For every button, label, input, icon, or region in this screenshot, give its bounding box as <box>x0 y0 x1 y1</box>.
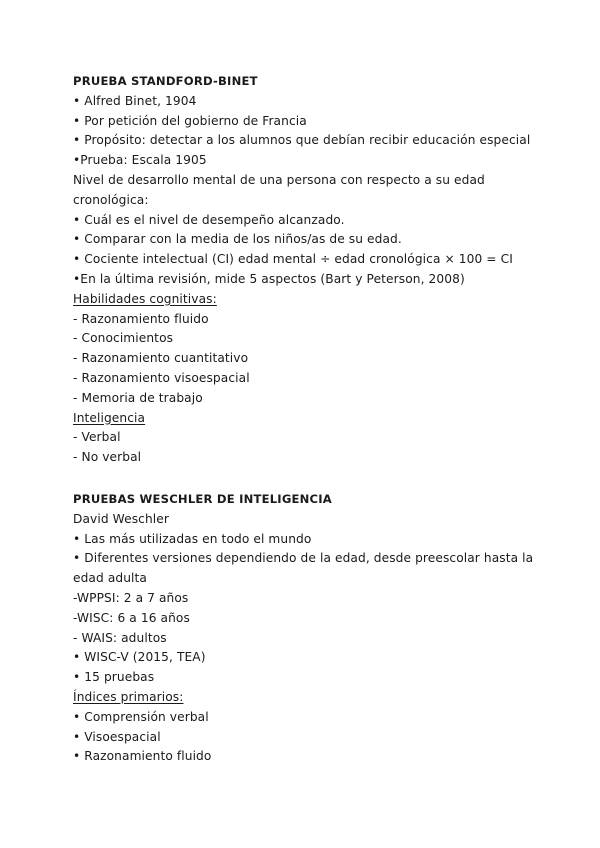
text-line: - No verbal <box>73 450 142 465</box>
text-line: • Cociente intelectual (CI) edad mental ÷ edad cronológica × 100 = CI <box>73 252 513 267</box>
section-weschler <box>73 490 533 767</box>
text-line: • Comparar con la media de los niños/as de su edad. <box>73 232 402 247</box>
text-line: -WISC: 6 a 16 años <box>73 610 190 625</box>
text-line: - Razonamiento fluido <box>73 311 209 326</box>
text-line: • Visoespacial <box>73 729 161 744</box>
text-line: • Cuál es el nivel de desempeño alcanzado. <box>73 212 345 227</box>
text-line: • Las más utilizadas en todo el mundo <box>73 531 312 546</box>
text-line: • Alfred Binet, 1904 <box>73 93 197 108</box>
text-line: - Conocimientos <box>73 331 174 346</box>
subheading-indices-primarios: Índices primarios: <box>73 689 184 704</box>
text-line: David Weschler <box>73 511 169 526</box>
text-line: • 15 pruebas <box>73 670 155 685</box>
text-line: - Memoria de trabajo <box>73 390 203 405</box>
subheading-inteligencia: Inteligencia <box>73 410 146 425</box>
text-line: • Comprensión verbal <box>73 709 209 724</box>
text-line: •En la última revisión, mide 5 aspectos (Bart y Peterson, 2008) <box>73 271 465 286</box>
text-line: - Razonamiento visoespacial <box>73 370 250 385</box>
text-line: cronológica: <box>73 192 149 207</box>
text-line: Nivel de desarrollo mental de una persona con respecto a su edad <box>73 172 485 187</box>
text-line: edad adulta <box>73 571 147 586</box>
section-title: PRUEBAS WESCHLER DE INTELIGENCIA <box>73 492 332 506</box>
text-line: • Razonamiento fluido <box>73 749 212 764</box>
text-line: - Razonamiento cuantitativo <box>73 351 249 366</box>
text-line: •Prueba: Escala 1905 <box>73 153 207 168</box>
text-line: - Verbal <box>73 430 121 445</box>
text-line: -WPPSI: 2 a 7 años <box>73 590 189 605</box>
text-line: - WAIS: adultos <box>73 630 167 645</box>
text-line: • Propósito: detectar a los alumnos que debían recibir educación especial <box>73 133 531 148</box>
text-line: • Diferentes versiones dependiendo de la edad, desde preescolar hasta la <box>73 551 534 566</box>
text-line: • Por petición del gobierno de Francia <box>73 113 307 128</box>
section-stanford-binet <box>73 72 533 468</box>
section-title: PRUEBA STANDFORD-BINET <box>73 74 258 88</box>
subheading-habilidades-cognitivas: Habilidades cognitivas: <box>73 291 217 306</box>
text-line: • WISC-V (2015, TEA) <box>73 650 206 665</box>
